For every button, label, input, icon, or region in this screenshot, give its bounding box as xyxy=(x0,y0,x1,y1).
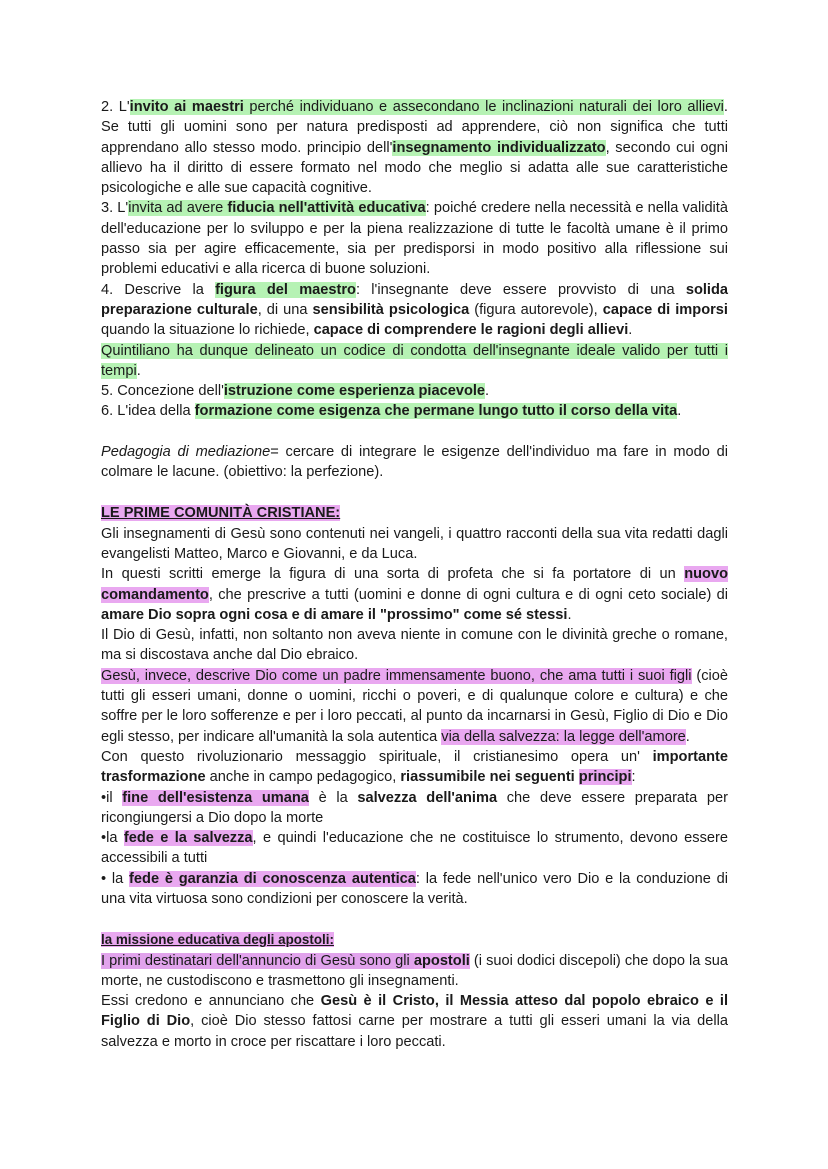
highlight-insegnamento-individualizzato: insegnamento individualizzato xyxy=(392,139,606,156)
highlight-nuovo-comandamento: nuovo comandamento xyxy=(101,566,728,603)
text: Il Dio di Gesù, infatti, non soltanto non aveva niente in comune con le divinità greche o romane, ma si discostava anche dal Dio ebraico. xyxy=(101,627,728,664)
highlight-fiducia: fiducia nell'attività educativa xyxy=(227,200,426,217)
paragraph xyxy=(101,625,728,666)
highlight-invito-ai-maestri: invito ai maestri xyxy=(129,99,244,115)
highlight-apostoli: apostoli xyxy=(413,952,470,969)
bullet-item xyxy=(101,828,728,869)
bold-text: riassumibile nei seguenti xyxy=(400,769,579,786)
highlight-fede-garanzia: fede è garanzia di conoscenza autentica xyxy=(129,870,416,887)
bullet-item xyxy=(101,788,728,829)
text: • la xyxy=(101,870,130,887)
bold-text: importante trasformazione xyxy=(101,748,728,786)
bold-text: Gesù è il Cristo, il Messia atteso dal popolo ebraico e il Figlio di Dio xyxy=(101,993,728,1030)
highlight-formazione: formazione come esigenza che permane lungo tutto il corso della vita xyxy=(194,403,678,420)
highlight-via-della-salvezza: via della salvezza: la legge dell'amore xyxy=(441,728,686,745)
text: (cioè tutti gli esseri umani, donne o uomini, ricchi o poveri, e di qualunque colore e cultura) e che soffre per le loro sofferenze e per i loro peccati, al punto da incarnarsi in Gesù, Figlio di Dio e Dio egli stesso, per indicare all'umanità la sola autentica xyxy=(101,667,728,745)
text: = cercare di integrare le esigenze dell'individuo ma fare in modo di colmare le lacune. (obiettivo: la perfezione). xyxy=(101,443,728,481)
spacer xyxy=(101,482,728,503)
highlight-text: Gesù, invece, descrive Dio come un padre immensamente buono, che ama tutti i suoi figli xyxy=(101,667,692,684)
text: 3. L' xyxy=(101,200,129,217)
bold-text: solida preparazione culturale xyxy=(101,281,728,318)
text: : poiché credere nella necessità e nella validità dell'educazione per lo sviluppo e per la piena realizzazione di tutte le facoltà umane è il primo passo sia per agire efficacemente, sia per predisporsi in modo positivo alla riflessione sui problemi educativi e alla ricerca di buone soluzioni. xyxy=(101,200,728,278)
highlight-quintiliano: Quintiliano ha dunque delineato un codice di condotta dell'insegnante ideale valido per tutti i tempi xyxy=(101,342,728,379)
paragraph xyxy=(101,951,728,992)
paragraph xyxy=(101,747,728,788)
text: : la fede nell'unico vero Dio e la conduzione di una vita virtuosa sono condizioni per conoscere la verità. xyxy=(101,870,728,907)
text: Essi credono e annunciano che xyxy=(101,993,321,1010)
paragraph xyxy=(101,666,728,747)
bold-text: sensibilità psicologica xyxy=(312,301,470,318)
highlight-text: perché individuano e assecondano le inclinazioni naturali dei loro xyxy=(243,99,688,115)
text: Gli insegnamenti di Gesù sono contenuti nei vangeli, i quattro racconti della sua vita redatti dagli evangelisti Matteo, Marco e Giovanni, e da Luca. xyxy=(101,525,728,562)
heading-text: la missione educativa degli apostoli: xyxy=(101,932,334,948)
text: , di una xyxy=(257,301,313,318)
text: è la xyxy=(308,789,358,806)
highlight-fine-esistenza: fine dell'esistenza umana xyxy=(122,789,309,806)
section-heading-comunita-cristiane xyxy=(101,503,728,523)
text: . xyxy=(628,322,633,339)
item-6 xyxy=(101,401,728,421)
highlight-istruzione: istruzione come esperienza piacevole xyxy=(223,383,486,400)
item-3 xyxy=(101,198,728,279)
section-heading-apostoli xyxy=(101,930,728,950)
text: 4. Descrive la xyxy=(101,281,216,298)
text: . xyxy=(685,728,690,745)
text: , e quindi l'educazione che ne costituisce lo strumento, devono essere accessibili a tutti xyxy=(101,830,728,867)
text: •il xyxy=(101,789,123,806)
highlight-text: I primi destinatari dell'annuncio di Gesù sono gli xyxy=(101,952,414,969)
text: che deve essere preparata per ricongiungersi a Dio dopo la morte xyxy=(101,789,728,826)
italic-term: Pedagogia di mediazione xyxy=(101,443,271,460)
text: . xyxy=(567,606,572,623)
item-4 xyxy=(101,280,728,341)
text: •la xyxy=(101,830,124,847)
text: , cioè Dio stesso fattosi carne per mostrare a tutti gli esseri umani la via della salvezza e morto in croce per riscattare i loro peccati. xyxy=(101,1013,728,1050)
bold-text: amare Dio sopra ogni cosa e di amare il "prossimo" come sé stessi xyxy=(101,606,568,623)
highlight-allievi: allievi xyxy=(687,99,724,115)
heading-text: LE PRIME COMUNITÀ CRISTIANE: xyxy=(101,505,341,522)
highlight-fede-salvezza: fede e la salvezza xyxy=(123,830,253,847)
text: (i suoi dodici discepoli) che dopo la sua morte, ne custodiscono e trasmettono gli insegnamenti. xyxy=(101,952,728,989)
text: : l'insegnante deve essere provvisto di una xyxy=(355,281,686,298)
bold-text: salvezza dell'anima xyxy=(357,789,498,806)
item-5 xyxy=(101,381,728,401)
text: Con questo rivoluzionario messaggio spirituale, il cristianesimo opera un' xyxy=(101,748,653,765)
bold-text: capace di comprendere le ragioni degli allievi xyxy=(313,322,629,339)
paragraph xyxy=(101,524,728,565)
text: In questi scritti emerge la figura di una sorta di profeta che si fa portatore di un xyxy=(101,566,685,583)
bullet-item xyxy=(101,869,728,910)
paragraph xyxy=(101,991,728,1052)
bold-text: capace di imporsi xyxy=(602,301,728,318)
text: (figura autorevole), xyxy=(469,301,603,318)
text: . xyxy=(677,403,682,420)
text: . xyxy=(136,362,141,379)
highlight-figura-del-maestro: figura del maestro xyxy=(215,281,356,298)
quintiliano-paragraph xyxy=(101,341,728,382)
item-2 xyxy=(101,97,728,198)
highlight-principi: principi xyxy=(578,769,632,786)
text: , che prescrive a tutti (uomini e donne di ogni cultura e di ogni ceto sociale) di xyxy=(208,586,728,603)
spacer xyxy=(101,909,728,930)
text: 6. L'idea della xyxy=(101,403,195,420)
text: , secondo cui ogni allievo ha il diritto di essere formato nel modo che meglio si adatta alle sue caratteristiche psicologiche e alle sue capacità cognitive. xyxy=(101,139,728,197)
text: . Se tutti gli uomini sono per natura predisposti ad apprendere, ciò non significa che tutti apprendano allo stesso modo. principio dell' xyxy=(101,99,728,156)
text: : xyxy=(631,769,636,786)
text: 5. Concezione dell' xyxy=(101,383,224,400)
text: quando la situazione lo richiede, xyxy=(101,322,314,339)
text: . xyxy=(485,383,490,400)
mediazione-paragraph xyxy=(101,442,728,483)
text: anche in campo pedagogico, xyxy=(205,769,401,786)
spacer xyxy=(101,422,728,442)
text: 2. L' xyxy=(101,99,130,115)
paragraph xyxy=(101,564,728,625)
highlight-text: invita ad avere xyxy=(128,200,228,217)
